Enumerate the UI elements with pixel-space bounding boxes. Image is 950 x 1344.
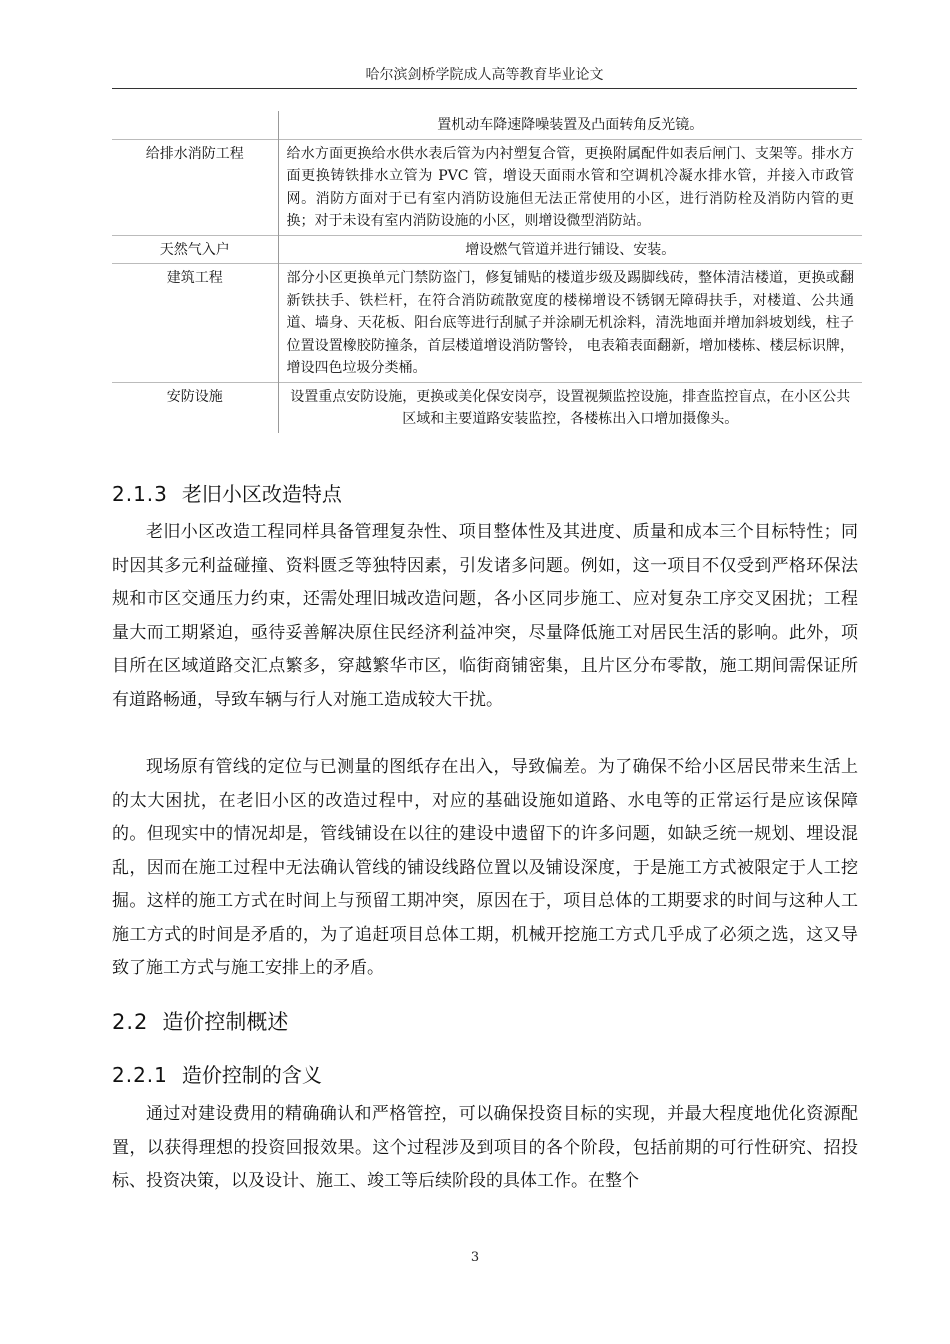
section-number: 2.1.3 [112, 482, 168, 506]
table-category-cell: 建筑工程 [112, 264, 278, 383]
section-heading-2-2-1 [112, 1059, 322, 1088]
table-description-cell: 置机动车降速降噪装置及凸面转角反光镜。 [437, 117, 704, 133]
table-row [112, 139, 862, 235]
section-title: 老旧小区改造特点 [181, 482, 342, 506]
section-number: 2.2.1 [112, 1063, 168, 1087]
body-paragraph: 现场原有管线的定位与已测量的图纸存在出入，导致偏差。为了确保不给小区居民带来生活上的太大困扰，在老旧小区的改造过程中，对应的基础设施如道路、水电等的正常运行是应该保障的。但现实中的情况却是，管线铺设在以往的建设中遗留下的许多问题，如缺乏统一规划、埋设混乱，因而在施工过程中无法确认管线的铺设线路位置以及铺设深度，于是施工方式被限定于人工挖掘。这样的施工方式在时间上与预留工期冲突，原因在于，项目总体的工期要求的时间与这种人工施工方式的时间是矛盾的，为了追赶项目总体工期，机械开挖施工方式几乎成了必须之选，这又导致了施工方式与施工安排上的矛盾。 [112, 757, 858, 978]
section-title: 造价控制的含义 [181, 1063, 322, 1087]
body-paragraph: 老旧小区改造工程同样具备管理复杂性、项目整体性及其进度、质量和成本三个目标特性；同时因其多元利益碰撞、资料匮乏等独特因素，引发诸多问题。例如，这一项目不仅受到严格环保法规和市区交通压力约束，还需处理旧城改造问题，各小区同步施工、应对复杂工序交叉困扰；工程量大而工期紧迫，亟待妥善解决原住民经济利益冲突，尽量降低施工对居民生活的影响。此外，项目所在区域道路交汇点繁多，穿越繁华市区，临街商铺密集，且片区分布零散，施工期间需保证所有道路畅通，导致车辆与行人对施工造成较大干扰。 [112, 522, 858, 710]
header-rule [112, 88, 857, 89]
section-title: 造价控制概述 [162, 1010, 289, 1034]
table-description-cell: 增设燃气管道并进行铺设、安装。 [465, 241, 676, 258]
body-paragraph: 通过对建设费用的精确确认和严格管控，可以确保投资目标的实现，并最大程度地优化资源配置，以获得理想的投资回报效果。这个过程涉及到项目的各个阶段，包括前期的可行性研究、招投标、投资决策，以及设计、施工、竣工等后续阶段的具体工作。在整个 [112, 1104, 858, 1191]
section-heading-2-1-3 [112, 478, 342, 507]
table-row [112, 111, 862, 139]
renovation-content-table [112, 111, 862, 433]
table-description-cell: 给水方面更换给水供水表后管为内衬塑复合管，更换附属配件如表后闸门、支架等。排水方面更换铸铁排水立管为 PVC 管，增设天面雨水管和空调机冷凝水排水管，并接入市政管网。消防方面对于已有室内消防设施但无法正常使用的小区，进行消防栓及消防内管的更换；对于未设有室内消防设施的小区，则增设微型消防站。 [286, 145, 854, 229]
table-category-cell: 天然气入户 [112, 235, 278, 264]
table-category-cell [112, 111, 278, 139]
table-row [112, 382, 862, 433]
page-header: 哈尔滨剑桥学院成人高等教育毕业论文 [365, 67, 604, 83]
table-category-cell: 给排水消防工程 [112, 139, 278, 235]
section-heading-2-2 [112, 1006, 288, 1036]
table-description-cell: 部分小区更换单元门禁防盗门，修复铺贴的楼道步级及踢脚线砖，整体清洁楼道，更换或翻新铁扶手、铁栏杆，在符合消防疏散宽度的楼梯增设不锈钢无障碍扶手，对楼道、公共通道、墙身、天花板、阳台底等进行刮腻子并涂刷无机涂料，清洗地面并增加斜坡划线，柱子位置设置橡胶防撞条，首层楼道增设消防警铃， 电表箱表面翻新，增加楼栋、楼层标识牌，增设四色垃圾分类桶。 [286, 270, 854, 376]
page-number: 3 [470, 1250, 480, 1265]
table-description-cell: 设置重点安防设施，更换或美化保安岗亭，设置视频监控设施，排查监控盲点，在小区公共区域和主要道路安装监控，各楼栋出入口增加摄像头。 [290, 388, 851, 427]
section-number: 2.2 [112, 1010, 149, 1034]
table-category-cell: 安防设施 [112, 382, 278, 433]
table-row [112, 264, 862, 383]
table-row [112, 235, 862, 264]
